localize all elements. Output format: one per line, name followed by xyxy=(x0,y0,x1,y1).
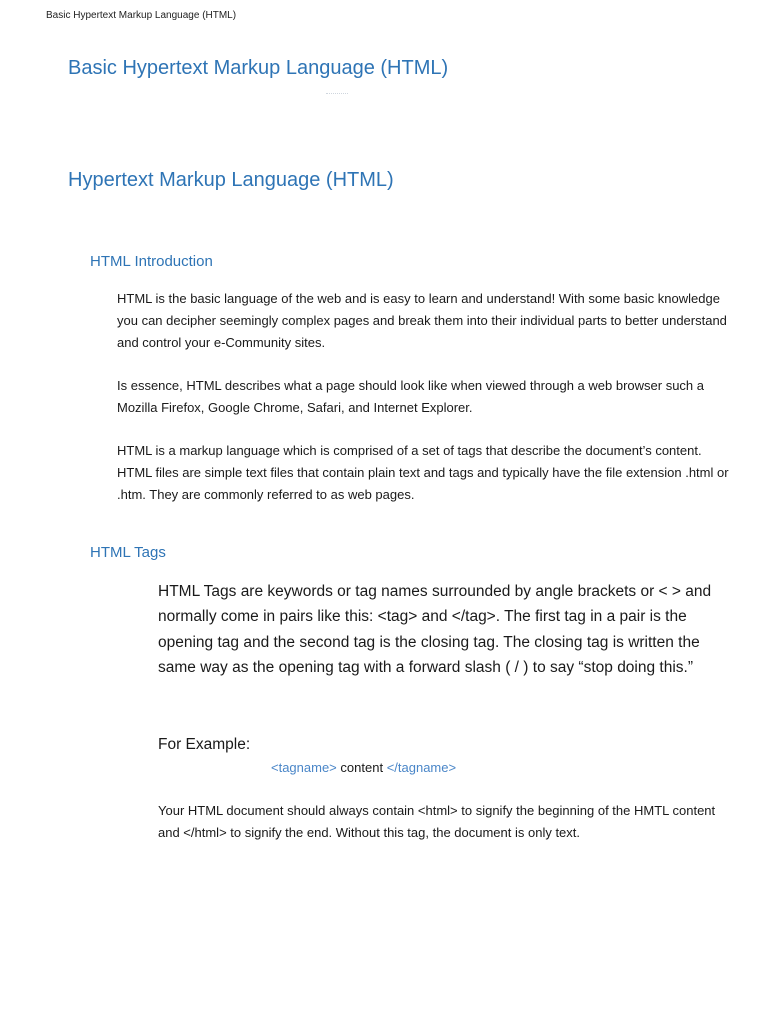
section-heading-introduction: HTML Introduction xyxy=(90,253,213,270)
example-close-tag: </tagname> xyxy=(386,760,457,775)
intro-paragraph-2: Is essence, HTML describes what a page should look like when viewed through a web browser such a Mozilla Firefox, Google Chrome, Safari, and Internet Explorer. xyxy=(117,378,704,415)
section-heading-tags: HTML Tags xyxy=(90,544,166,561)
code-example xyxy=(271,758,456,778)
example-content: content xyxy=(340,760,384,775)
intro-paragraph-3: HTML is a markup language which is comprised of a set of tags that describe the document’s content. HTML files are simple text files that contain plain text and tags and typically have the file extension .html or .htm. They are commonly referred to as web pages. xyxy=(117,443,729,502)
document-title: Basic Hypertext Markup Language (HTML) xyxy=(68,57,449,79)
main-heading: Hypertext Markup Language (HTML) xyxy=(68,169,394,191)
intro-paragraph-1: HTML is the basic language of the web and is easy to learn and understand! With some basic knowledge you can decipher seemingly complex pages and break them into their individual parts to better understand and control your e-Community sites. xyxy=(117,291,727,350)
tags-description: HTML Tags are keywords or tag names surrounded by angle brackets or < > and normally come in pairs like this: <tag> and </tag>. The first tag in a pair is the opening tag and the second tag is the closing tag. The closing tag is written the same way as the opening tag with a forward slash ( / ) to say “stop doing this.” xyxy=(158,583,712,677)
running-header: Basic Hypertext Markup Language (HTML) xyxy=(46,10,237,21)
tags-closing-paragraph: Your HTML document should always contain <html> to signify the beginning of the HMTL content and </html> to signify the end. Without this tag, the document is only text. xyxy=(158,803,716,840)
example-open-tag: <tagname> xyxy=(271,760,337,775)
decorative-mark xyxy=(326,93,348,97)
example-label: For Example: xyxy=(158,736,251,753)
